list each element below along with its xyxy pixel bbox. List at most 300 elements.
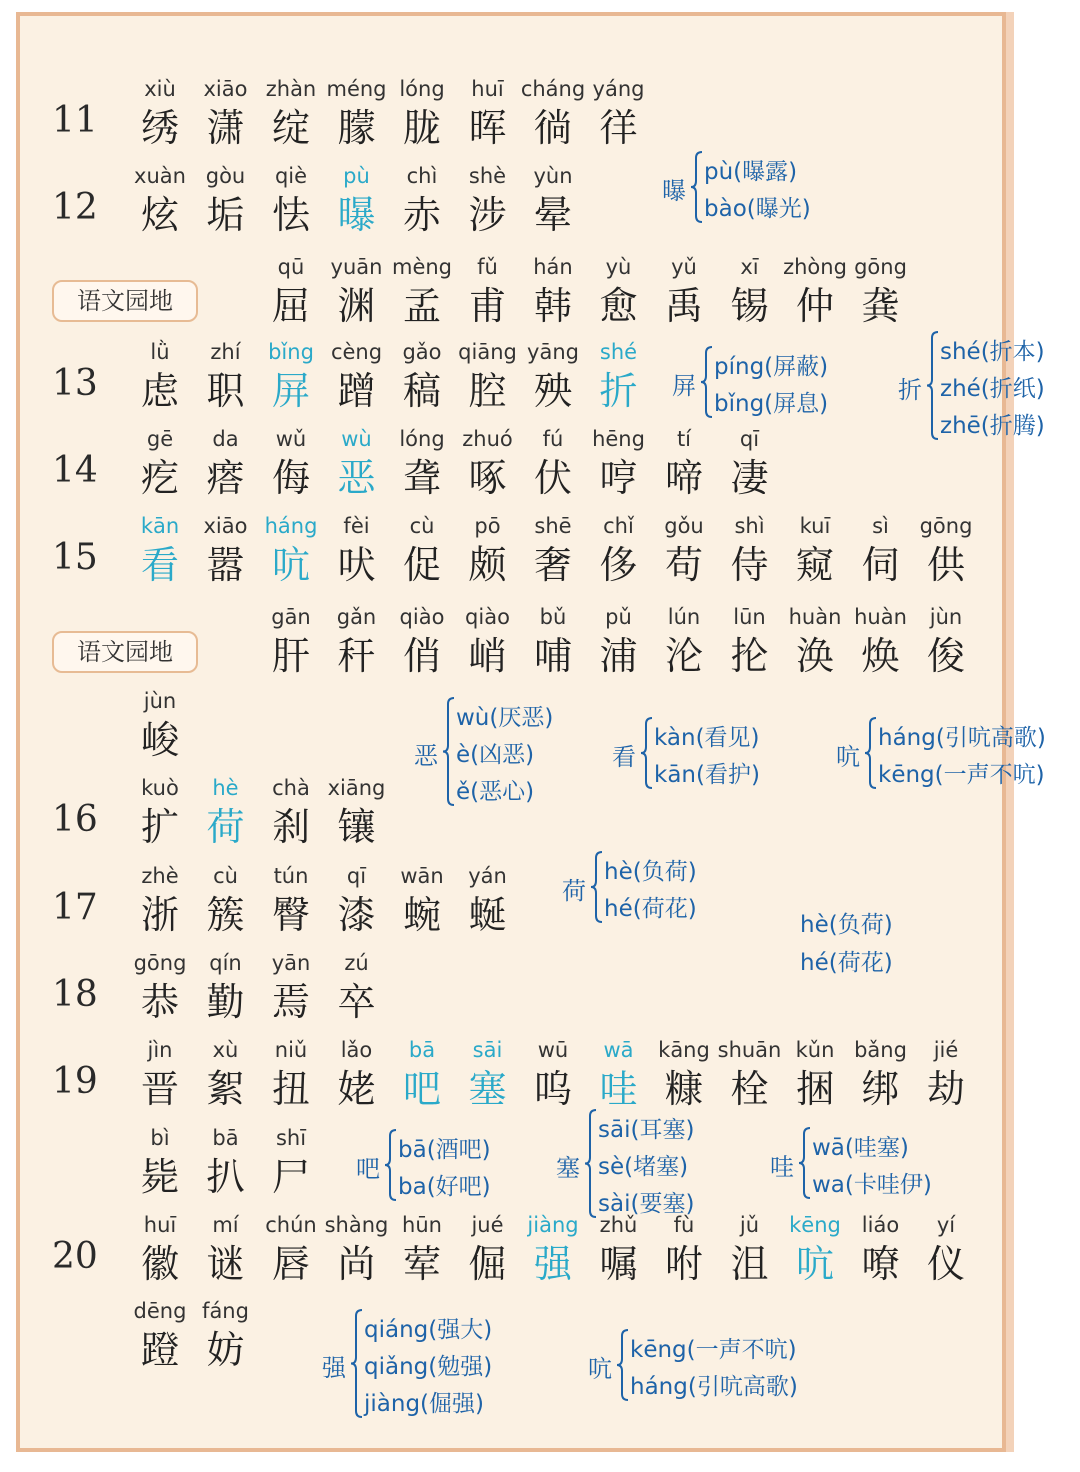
hanzi: 曝	[337, 193, 376, 237]
pinyin: tún	[273, 864, 309, 888]
character-cell	[586, 252, 652, 330]
hanzi: 促	[402, 543, 441, 587]
pinyin: xù	[212, 1038, 239, 1062]
character-cell	[193, 1035, 259, 1113]
pinyin: qiào	[465, 605, 510, 629]
brace-icon	[442, 696, 456, 807]
pinyin: kān	[140, 514, 180, 538]
character-cell	[455, 74, 521, 152]
hanzi: 疙	[140, 456, 179, 500]
hanzi: 肝	[271, 634, 310, 678]
pinyin: huī	[471, 77, 504, 101]
polyphone-char: 折	[898, 375, 922, 404]
pinyin: shì	[734, 514, 765, 538]
hanzi: 哺	[533, 634, 572, 678]
pinyin: zhàn	[265, 77, 317, 101]
character-cell	[520, 602, 586, 680]
character-cell	[389, 861, 455, 939]
pinyin: lóng	[399, 77, 445, 101]
hanzi: 虑	[140, 369, 179, 413]
section-label: 语文园地	[52, 631, 198, 673]
character-cell	[586, 424, 652, 502]
pinyin: shé	[599, 340, 638, 364]
hanzi: 吭	[795, 1242, 834, 1286]
character-cell	[127, 948, 193, 1026]
brace-icon	[640, 716, 654, 790]
character-cell	[782, 1035, 848, 1113]
polyphone-char: 塞	[556, 1153, 580, 1182]
character-cell	[717, 511, 783, 589]
hanzi: 蜿	[402, 893, 441, 937]
pinyin: dēng	[133, 1299, 187, 1323]
polyphone-annotation	[662, 150, 902, 224]
hanzi: 朦	[337, 106, 376, 150]
pinyin: háng	[264, 514, 318, 538]
hanzi: 劫	[926, 1067, 965, 1111]
polyphone-char: 吭	[588, 1355, 612, 1383]
hanzi: 荤	[402, 1242, 441, 1286]
hanzi: 瘩	[206, 456, 245, 500]
pinyin: bǎng	[854, 1038, 907, 1062]
character-cell	[258, 1210, 324, 1288]
reading-line: kān(看护)	[654, 762, 760, 788]
hanzi: 涣	[795, 634, 834, 678]
hanzi: 奢	[533, 543, 572, 587]
reading-line: hé(荷花)	[604, 896, 697, 922]
hanzi: 徉	[599, 106, 638, 150]
pinyin: kāng	[658, 1038, 710, 1062]
pinyin: kǔn	[795, 1038, 835, 1062]
hanzi: 绽	[271, 106, 310, 150]
hanzi: 强	[533, 1242, 572, 1286]
hanzi: 绣	[140, 106, 179, 150]
hanzi: 折	[599, 369, 638, 413]
character-cell	[258, 1035, 324, 1113]
brace-icon	[690, 150, 704, 224]
brace-icon	[590, 850, 604, 924]
hanzi: 恭	[140, 980, 179, 1024]
pinyin: cháng	[520, 77, 586, 101]
character-cell	[193, 773, 259, 851]
hanzi: 絮	[206, 1067, 245, 1111]
character-cell	[324, 773, 390, 851]
pinyin: wǔ	[275, 427, 307, 451]
reading-line: è(凶恶)	[456, 742, 535, 768]
pinyin: xiāo	[203, 514, 248, 538]
character-cell	[913, 511, 979, 589]
character-cell	[586, 1035, 652, 1113]
character-cell	[127, 1123, 193, 1201]
hanzi: 吭	[271, 543, 310, 587]
pinyin: jùn	[929, 605, 963, 629]
character-cell	[717, 1035, 783, 1113]
hanzi: 颇	[468, 543, 507, 587]
hanzi: 哇	[599, 1067, 638, 1111]
lesson-number: 12	[52, 187, 98, 228]
pinyin: bā	[212, 1126, 239, 1150]
pinyin: pǔ	[605, 605, 632, 629]
pinyin: zhǔ	[599, 1213, 638, 1237]
character-cell	[324, 252, 390, 330]
reading-line: wù(厌恶)	[456, 705, 554, 731]
pinyin: yù	[605, 255, 632, 279]
character-cell	[586, 1210, 652, 1288]
reading-line: qiáng(强大)	[364, 1317, 493, 1343]
hanzi: 韩	[533, 284, 572, 328]
hanzi: 卒	[337, 980, 376, 1024]
pinyin: qiè	[274, 164, 308, 188]
hanzi: 殃	[533, 369, 572, 413]
brace-icon	[700, 345, 714, 419]
pinyin: yǔ	[671, 255, 697, 279]
hanzi: 扒	[206, 1155, 245, 1199]
polyphone-annotation	[672, 345, 912, 419]
polyphone-char: 强	[322, 1353, 346, 1382]
hanzi: 峭	[468, 634, 507, 678]
hanzi: 毙	[140, 1155, 179, 1199]
hanzi: 蹭	[337, 369, 376, 413]
character-cell	[193, 424, 259, 502]
pinyin: fèi	[343, 514, 370, 538]
hanzi: 愈	[599, 284, 638, 328]
character-cell	[389, 161, 455, 239]
hanzi: 扩	[140, 805, 179, 849]
pinyin: lóng	[399, 427, 445, 451]
character-cell	[717, 1210, 783, 1288]
character-cell	[389, 337, 455, 415]
pinyin: yān	[271, 951, 311, 975]
hanzi: 啼	[664, 456, 703, 500]
hanzi: 姥	[337, 1067, 376, 1111]
character-cell	[651, 424, 717, 502]
pinyin: pō	[474, 514, 501, 538]
pinyin: wā	[603, 1038, 634, 1062]
hanzi: 垢	[206, 193, 245, 237]
pinyin: lǜ	[150, 340, 170, 364]
character-cell	[258, 861, 324, 939]
character-cell	[455, 1035, 521, 1113]
pinyin: gōng	[854, 255, 907, 279]
reading-line: zhé(折纸)	[940, 376, 1045, 402]
character-cell	[324, 602, 390, 680]
character-cell	[455, 337, 521, 415]
pinyin: qiāng	[458, 340, 517, 364]
character-cell	[127, 74, 193, 152]
lesson-number: 18	[52, 974, 98, 1015]
hanzi: 窥	[795, 543, 834, 587]
character-cell	[455, 602, 521, 680]
polyphone-annotation	[562, 850, 802, 924]
character-cell	[651, 1035, 717, 1113]
character-cell	[913, 1035, 979, 1113]
pinyin: gān	[271, 605, 311, 629]
character-cell	[913, 1210, 979, 1288]
pinyin: qiào	[399, 605, 445, 629]
pinyin: liáo	[861, 1213, 900, 1237]
pinyin: gē	[146, 427, 174, 451]
character-cell	[455, 424, 521, 502]
character-cell	[782, 602, 848, 680]
hanzi: 秆	[337, 634, 376, 678]
pinyin: cù	[213, 864, 238, 888]
reading-line: ba(好吧)	[398, 1174, 491, 1200]
pinyin: sì	[872, 514, 889, 538]
pinyin: méng	[326, 77, 387, 101]
hanzi: 尸	[271, 1155, 310, 1199]
polyphone-annotation	[322, 1308, 562, 1419]
hanzi: 蜒	[468, 893, 507, 937]
character-cell	[324, 161, 390, 239]
character-cell	[848, 602, 914, 680]
character-cell	[193, 861, 259, 939]
brace-icon	[864, 716, 878, 790]
polyphone-char: 荷	[562, 877, 586, 905]
hanzi: 职	[206, 369, 245, 413]
polyphone-annotation	[612, 716, 852, 790]
hanzi: 凄	[730, 456, 769, 500]
character-cell	[258, 424, 324, 502]
extra-reading-line: hé(荷花)	[800, 950, 893, 976]
pinyin: shàng	[324, 1213, 389, 1237]
hanzi: 簇	[206, 893, 245, 937]
hanzi: 炫	[140, 193, 179, 237]
character-cell	[127, 511, 193, 589]
reading-line: sāi(耳塞)	[598, 1117, 695, 1143]
pinyin: tí	[676, 427, 692, 451]
hanzi: 蹬	[140, 1328, 179, 1372]
hanzi: 栓	[730, 1067, 769, 1111]
character-cell	[258, 773, 324, 851]
hanzi: 漆	[337, 893, 376, 937]
hanzi: 屏	[271, 369, 310, 413]
hanzi: 侮	[271, 456, 310, 500]
polyphone-annotation	[836, 716, 1076, 790]
reading-line: pù(曝露)	[704, 159, 798, 185]
character-cell	[848, 252, 914, 330]
pinyin: jìn	[147, 1038, 173, 1062]
reading-line: sài(要塞)	[598, 1191, 695, 1217]
hanzi: 晕	[533, 193, 572, 237]
polyphone-char: 曝	[662, 177, 686, 205]
pinyin: pù	[343, 164, 370, 188]
character-cell	[651, 252, 717, 330]
pinyin: bì	[150, 1126, 170, 1150]
character-cell	[193, 1210, 259, 1288]
hanzi: 看	[140, 543, 179, 587]
character-cell	[586, 74, 652, 152]
pinyin: jǔ	[739, 1213, 760, 1237]
pinyin: huàn	[854, 605, 907, 629]
pinyin: zhí	[210, 340, 241, 364]
hanzi: 啄	[468, 456, 507, 500]
character-cell	[520, 252, 586, 330]
hanzi: 稿	[402, 369, 441, 413]
character-cell	[193, 1123, 259, 1201]
character-cell	[455, 252, 521, 330]
character-cell	[717, 252, 783, 330]
pinyin: xiāo	[203, 77, 248, 101]
character-cell	[193, 1296, 259, 1374]
hanzi: 孟	[402, 284, 441, 328]
brace-icon	[798, 1126, 812, 1200]
hanzi: 嘱	[599, 1242, 638, 1286]
pinyin: gòu	[205, 164, 246, 188]
reading-line: bǐng(屏息)	[714, 391, 829, 417]
pinyin: qī	[346, 864, 367, 888]
reading-line: kàn(看见)	[654, 725, 760, 751]
character-cell	[127, 861, 193, 939]
lesson-number: 14	[52, 450, 98, 491]
hanzi: 怯	[271, 193, 310, 237]
pinyin: hūn	[402, 1213, 442, 1237]
hanzi: 峻	[140, 718, 179, 762]
brace-icon	[616, 1328, 630, 1402]
pinyin: xiù	[144, 77, 176, 101]
pinyin: fáng	[202, 1299, 249, 1323]
character-cell	[782, 252, 848, 330]
hanzi: 徽	[140, 1242, 179, 1286]
hanzi: 焉	[271, 980, 310, 1024]
pinyin: wān	[400, 864, 444, 888]
character-cell	[389, 511, 455, 589]
polyphone-char: 吭	[836, 743, 860, 771]
character-cell	[389, 74, 455, 152]
character-cell	[127, 686, 193, 764]
hanzi: 沮	[730, 1242, 769, 1286]
character-cell	[455, 511, 521, 589]
reading-line: bā(酒吧)	[398, 1137, 491, 1163]
hanzi: 禹	[664, 284, 703, 328]
character-cell	[389, 1035, 455, 1113]
pinyin: cèng	[330, 340, 383, 364]
character-cell	[520, 161, 586, 239]
character-cell	[127, 1296, 193, 1374]
hanzi: 侍	[730, 543, 769, 587]
reading-line: shé(折本)	[940, 339, 1045, 365]
hanzi: 侈	[599, 543, 638, 587]
polyphone-char: 哇	[770, 1153, 794, 1181]
character-cell	[258, 161, 324, 239]
brace-icon	[384, 1128, 398, 1202]
pinyin: xuàn	[134, 164, 186, 188]
pinyin: mèng	[391, 255, 453, 279]
pinyin: shè	[468, 164, 507, 188]
character-cell	[455, 1210, 521, 1288]
hanzi: 荷	[206, 805, 245, 849]
hanzi: 咐	[664, 1242, 703, 1286]
character-cell	[324, 1210, 390, 1288]
pinyin: lūn	[733, 605, 766, 629]
brace-icon	[584, 1108, 598, 1219]
reading-line: hè(负荷)	[604, 859, 697, 885]
hanzi: 仪	[926, 1242, 965, 1286]
character-cell	[651, 511, 717, 589]
pinyin: jué	[471, 1213, 504, 1237]
character-cell	[520, 511, 586, 589]
brace-icon	[350, 1308, 364, 1419]
character-cell	[848, 1035, 914, 1113]
hanzi: 吠	[337, 543, 376, 587]
pinyin: yán	[468, 864, 507, 888]
hanzi: 吧	[402, 1067, 441, 1111]
hanzi: 糠	[664, 1067, 703, 1111]
pinyin: kuò	[141, 776, 179, 800]
pinyin: gǒu	[664, 514, 704, 538]
hanzi: 锡	[730, 284, 769, 328]
hanzi: 恶	[337, 456, 376, 500]
character-cell	[258, 511, 324, 589]
character-cell	[193, 74, 259, 152]
pinyin: yáng	[592, 77, 645, 101]
character-cell	[127, 773, 193, 851]
character-cell	[258, 602, 324, 680]
hanzi: 屈	[271, 284, 310, 328]
character-cell	[127, 161, 193, 239]
polyphone-char: 恶	[414, 741, 438, 770]
lesson-number: 13	[52, 363, 98, 404]
hanzi: 徜	[533, 106, 572, 150]
character-cell	[324, 424, 390, 502]
pinyin: shuān	[717, 1038, 782, 1062]
character-cell	[127, 1035, 193, 1113]
character-cell	[324, 948, 390, 1026]
pinyin: gǎn	[336, 605, 377, 629]
hanzi: 俏	[402, 634, 441, 678]
hanzi: 谜	[206, 1242, 245, 1286]
character-cell	[848, 1210, 914, 1288]
lesson-number: 17	[52, 887, 98, 928]
hanzi: 沦	[664, 634, 703, 678]
character-cell	[389, 424, 455, 502]
character-cell	[782, 1210, 848, 1288]
hanzi: 哼	[599, 456, 638, 500]
reading-line: qiǎng(勉强)	[364, 1354, 493, 1380]
hanzi: 倔	[468, 1242, 507, 1286]
brace-icon	[926, 330, 940, 441]
pinyin: bǐng	[268, 340, 314, 364]
character-cell	[520, 1210, 586, 1288]
pinyin: zhòng	[783, 255, 847, 279]
hanzi: 伏	[533, 456, 572, 500]
pinyin: qī	[739, 427, 760, 451]
pinyin: mí	[212, 1213, 239, 1237]
hanzi: 妨	[206, 1328, 245, 1372]
hanzi: 涉	[468, 193, 507, 237]
character-cell	[586, 511, 652, 589]
character-cell	[651, 602, 717, 680]
character-cell	[913, 602, 979, 680]
hanzi: 苟	[664, 543, 703, 587]
pinyin: hēng	[592, 427, 645, 451]
hanzi: 捆	[795, 1067, 834, 1111]
character-cell	[586, 602, 652, 680]
pinyin: jiàng	[527, 1213, 579, 1237]
character-cell	[520, 337, 586, 415]
character-cell	[324, 861, 390, 939]
hanzi: 胧	[402, 106, 441, 150]
pinyin: jié	[933, 1038, 959, 1062]
hanzi: 腔	[468, 369, 507, 413]
pinyin: sāi	[472, 1038, 503, 1062]
hanzi: 仲	[795, 284, 834, 328]
hanzi: 潇	[206, 106, 245, 150]
lesson-number: 15	[52, 537, 98, 578]
hanzi: 晋	[140, 1067, 179, 1111]
extra-reading-line: hè(负荷)	[800, 912, 893, 938]
pinyin: chì	[406, 164, 438, 188]
reading-line: zhē(折腾)	[940, 413, 1045, 439]
hanzi: 供	[926, 543, 965, 587]
